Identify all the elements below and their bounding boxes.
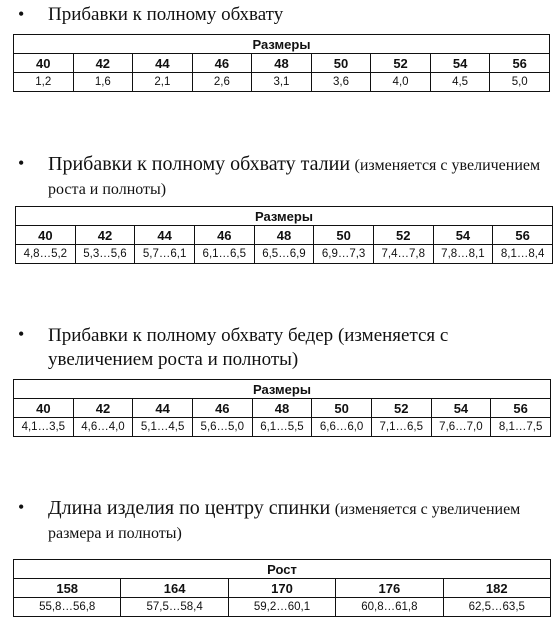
value-cell: 5,6…5,0 — [192, 418, 252, 437]
section-title-main: Прибавки к полному обхвату талии — [48, 153, 351, 175]
value-row — [16, 245, 553, 264]
value-cell: 1,6 — [73, 73, 133, 92]
value-cell: 1,2 — [14, 73, 74, 92]
value-cell: 5,7…6,1 — [135, 245, 195, 264]
height-cell: 164 — [121, 579, 228, 598]
value-cell: 5,3…5,6 — [75, 245, 135, 264]
bullet-icon: • — [18, 497, 25, 517]
size-cell: 52 — [371, 54, 431, 73]
size-cell: 44 — [135, 226, 195, 245]
table-header: Размеры — [14, 380, 551, 399]
section-title: Прибавки к полному обхвату — [48, 4, 284, 25]
height-cell: 182 — [443, 579, 550, 598]
section-back-length — [0, 497, 560, 613]
value-cell: 3,6 — [311, 73, 371, 92]
size-cell: 46 — [192, 54, 252, 73]
size-cell: 56 — [491, 399, 551, 418]
value-cell: 59,2…60,1 — [228, 598, 335, 617]
size-cell: 40 — [14, 54, 74, 73]
value-cell: 4,5 — [430, 73, 490, 92]
size-cell: 52 — [371, 399, 431, 418]
size-cell: 56 — [493, 226, 553, 245]
section-title-main: Длина изделия по центру спинки — [48, 497, 331, 519]
size-cell: 42 — [73, 399, 133, 418]
value-cell: 60,8…61,8 — [336, 598, 443, 617]
size-row — [14, 54, 550, 73]
height-cell: 158 — [14, 579, 121, 598]
value-cell: 62,5…63,5 — [443, 598, 550, 617]
table-header: Размеры — [14, 35, 550, 54]
size-cell: 54 — [430, 54, 490, 73]
size-cell: 54 — [431, 399, 491, 418]
allowance-table — [13, 34, 550, 92]
value-cell: 5,0 — [490, 73, 550, 92]
value-row — [14, 418, 551, 437]
size-cell: 40 — [16, 226, 76, 245]
value-cell: 4,6…4,0 — [73, 418, 133, 437]
value-cell: 55,8…56,8 — [14, 598, 121, 617]
height-cell: 170 — [228, 579, 335, 598]
section-title-note: (изменяется с увеличением роста и полноты) — [48, 325, 449, 370]
heading-row — [18, 153, 560, 201]
allowance-table — [13, 379, 551, 437]
section-title-note: (изменяется с увеличением роста и полноты) — [48, 157, 541, 198]
section-title — [48, 153, 548, 201]
value-cell: 6,1…6,5 — [194, 245, 254, 264]
value-cell: 5,1…4,5 — [133, 418, 193, 437]
size-cell: 50 — [311, 54, 371, 73]
section-full-girth — [0, 4, 560, 88]
value-row — [14, 73, 550, 92]
value-cell: 4,8…5,2 — [16, 245, 76, 264]
size-cell: 56 — [490, 54, 550, 73]
height-row — [14, 579, 551, 598]
value-cell: 6,6…6,0 — [312, 418, 372, 437]
size-cell: 44 — [133, 399, 193, 418]
value-cell: 2,6 — [192, 73, 252, 92]
value-row — [14, 598, 551, 617]
length-table — [13, 559, 551, 617]
value-cell: 7,4…7,8 — [373, 245, 433, 264]
value-cell: 8,1…8,4 — [493, 245, 553, 264]
size-cell: 50 — [314, 226, 374, 245]
value-cell: 3,1 — [252, 73, 312, 92]
size-row — [16, 226, 553, 245]
value-cell: 8,1…7,5 — [491, 418, 551, 437]
bullet-icon: • — [18, 4, 25, 24]
height-cell: 176 — [336, 579, 443, 598]
value-cell: 57,5…58,4 — [121, 598, 228, 617]
size-cell: 48 — [252, 54, 312, 73]
size-cell: 46 — [194, 226, 254, 245]
size-cell: 40 — [14, 399, 74, 418]
section-title-note: (изменяется с увеличением размера и полноты) — [48, 501, 521, 542]
bullet-icon: • — [18, 324, 25, 344]
table-header: Размеры — [16, 207, 553, 226]
size-cell: 42 — [73, 54, 133, 73]
value-cell: 7,1…6,5 — [371, 418, 431, 437]
value-cell: 6,9…7,3 — [314, 245, 374, 264]
bullet-icon: • — [18, 153, 25, 173]
value-cell: 4,0 — [371, 73, 431, 92]
heading-row — [18, 497, 560, 545]
size-cell: 48 — [252, 399, 312, 418]
heading-row — [18, 4, 560, 26]
value-cell: 2,1 — [133, 73, 193, 92]
size-cell: 52 — [373, 226, 433, 245]
size-cell: 42 — [75, 226, 135, 245]
size-cell: 48 — [254, 226, 314, 245]
section-title — [48, 324, 548, 372]
allowance-table — [15, 206, 553, 264]
section-title-main: Прибавки к полному обхвату бедер — [48, 325, 334, 346]
heading-row — [18, 324, 560, 372]
value-cell: 7,8…8,1 — [433, 245, 493, 264]
size-cell: 50 — [312, 399, 372, 418]
value-cell: 6,1…5,5 — [252, 418, 312, 437]
size-row — [14, 399, 551, 418]
size-cell: 46 — [192, 399, 252, 418]
section-hip-girth — [0, 324, 560, 433]
value-cell: 7,6…7,0 — [431, 418, 491, 437]
size-cell: 44 — [133, 54, 193, 73]
value-cell: 6,5…6,9 — [254, 245, 314, 264]
table-header: Рост — [14, 560, 551, 579]
section-title — [48, 497, 548, 545]
section-waist-girth — [0, 153, 560, 260]
value-cell: 4,1…3,5 — [14, 418, 74, 437]
size-cell: 54 — [433, 226, 493, 245]
